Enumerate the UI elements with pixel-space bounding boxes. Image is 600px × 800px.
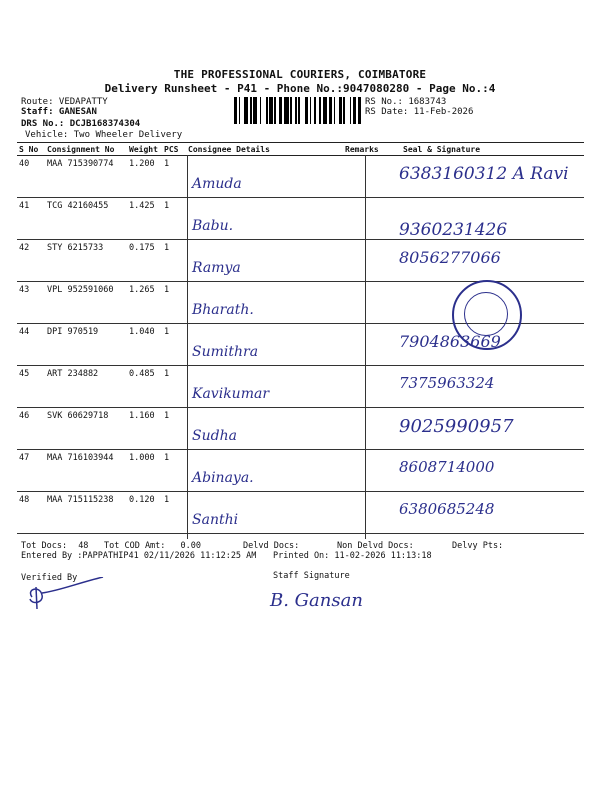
table-row	[17, 450, 584, 492]
row-seal-signature	[383, 366, 584, 408]
col-consignee: Consignee Details	[186, 143, 343, 156]
row-weight: 0.175	[127, 240, 162, 282]
row-consignee	[186, 156, 343, 198]
consignee-handwriting: Sumithra	[192, 344, 259, 360]
row-remarks	[343, 408, 383, 450]
row-weight: 1.000	[127, 450, 162, 492]
row-consignee	[186, 408, 343, 450]
courier-seal-stamp	[452, 280, 522, 350]
row-pcs: 1	[162, 156, 186, 198]
row-pcs: 1	[162, 240, 186, 282]
row-consignment: SVK 60629718	[45, 408, 127, 450]
col-seal: Seal & Signature	[383, 143, 584, 156]
recipient-signature-phone: 7375963324	[399, 374, 495, 392]
row-weight: 1.160	[127, 408, 162, 450]
table-header-row	[17, 143, 584, 156]
barcode	[234, 97, 363, 124]
consignee-handwriting: Amuda	[192, 176, 242, 192]
row-weight: 1.200	[127, 156, 162, 198]
consignee-handwriting: Sudha	[192, 428, 237, 444]
delvy-pts: Delvy Pts:	[452, 541, 504, 551]
row-pcs: 1	[162, 450, 186, 492]
recipient-signature-phone: 8608714000	[399, 458, 495, 476]
recipient-signature-phone: 7904863669	[399, 332, 501, 351]
row-consignment: MAA 716103944	[45, 450, 127, 492]
row-consignment: TCG 42160455	[45, 198, 127, 240]
recipient-signature-phone: 6383160312 A Ravi	[399, 164, 569, 184]
row-sno: 42	[17, 240, 45, 282]
table-row	[17, 492, 584, 534]
tot-docs-value: 48	[78, 541, 89, 551]
staff-label: Staff: GANESAN	[21, 107, 97, 117]
row-consignee	[186, 450, 343, 492]
row-weight: 1.265	[127, 282, 162, 324]
row-pcs: 1	[162, 198, 186, 240]
table-divider	[187, 155, 188, 539]
row-remarks	[343, 198, 383, 240]
row-pcs: 1	[162, 366, 186, 408]
row-weight: 1.040	[127, 324, 162, 366]
table-row	[17, 240, 584, 282]
row-weight: 0.485	[127, 366, 162, 408]
col-sno: S No	[17, 143, 45, 156]
recipient-signature-phone: 8056277066	[399, 248, 501, 267]
table-row	[17, 156, 584, 198]
drs-number: DRS No.: DCJB168374304	[21, 119, 141, 129]
printed-on: Printed On: 11-02-2026 11:13:18	[273, 551, 432, 561]
row-consignment: VPL 952591060	[45, 282, 127, 324]
company-title: THE PROFESSIONAL COURIERS, COIMBATORE	[173, 68, 427, 81]
row-remarks	[343, 282, 383, 324]
row-consignee	[186, 240, 343, 282]
row-sno: 41	[17, 198, 45, 240]
tot-cod-label: Tot COD Amt:	[104, 541, 166, 551]
col-consignment: Consignment No	[45, 143, 127, 156]
route-label: Route: VEDAPATTY	[21, 97, 108, 107]
row-remarks	[343, 156, 383, 198]
consignee-handwriting: Kavikumar	[192, 386, 270, 402]
row-consignee	[186, 282, 343, 324]
row-seal-signature	[383, 450, 584, 492]
table-divider	[365, 155, 366, 539]
row-consignment: MAA 715390774	[45, 156, 127, 198]
row-consignment: DPI 970519	[45, 324, 127, 366]
row-remarks	[343, 450, 383, 492]
consignee-handwriting: Santhi	[192, 512, 239, 528]
row-consignment: STY 6215733	[45, 240, 127, 282]
table-row	[17, 198, 584, 240]
row-consignee	[186, 324, 343, 366]
row-pcs: 1	[162, 324, 186, 366]
row-seal-signature	[383, 492, 584, 534]
row-weight: 1.425	[127, 198, 162, 240]
col-pcs: PCS	[162, 143, 186, 156]
row-weight: 0.120	[127, 492, 162, 534]
runsheet-title: Delivery Runsheet - P41 - Phone No.:9047080280 - Page No.:4	[104, 82, 496, 95]
row-consignee	[186, 366, 343, 408]
barcode-bar	[361, 97, 363, 124]
row-remarks	[343, 366, 383, 408]
staff-signature-label: Staff Signature	[273, 571, 350, 581]
row-sno: 48	[17, 492, 45, 534]
row-consignee	[186, 198, 343, 240]
consignee-handwriting: Bharath.	[192, 302, 254, 318]
recipient-signature-phone: 6380685248	[399, 500, 495, 518]
table-row	[17, 408, 584, 450]
non-delvd-docs: Non Delvd Docs:	[337, 541, 414, 551]
row-seal-signature	[383, 198, 584, 240]
consignee-handwriting: Ramya	[192, 260, 241, 276]
vehicle-label: Vehicle: Two Wheeler Delivery	[25, 130, 183, 140]
verified-by-label: Verified By	[21, 573, 78, 583]
rs-number: RS No.: 1683743	[365, 97, 447, 107]
verifier-signature	[18, 577, 108, 611]
table-row	[17, 366, 584, 408]
row-seal-signature	[383, 156, 584, 198]
delvd-docs: Delvd Docs:	[243, 541, 300, 551]
row-remarks	[343, 492, 383, 534]
row-seal-signature	[383, 408, 584, 450]
row-pcs: 1	[162, 408, 186, 450]
entered-by: Entered By :PAPPATHIP41 02/11/2026 11:12:25 AM	[21, 551, 257, 561]
consignee-handwriting: Abinaya.	[192, 470, 254, 486]
row-consignee	[186, 492, 343, 534]
tot-cod-value: 0.00	[180, 541, 202, 551]
row-seal-signature	[383, 240, 584, 282]
consignee-handwriting: Babu.	[192, 218, 234, 234]
row-sno: 44	[17, 324, 45, 366]
row-pcs: 1	[162, 492, 186, 534]
row-sno: 43	[17, 282, 45, 324]
row-remarks	[343, 240, 383, 282]
recipient-signature-phone: 9025990957	[399, 416, 514, 437]
recipient-signature-phone: 9360231426	[399, 220, 508, 240]
col-weight: Weight	[127, 143, 162, 156]
row-sno: 40	[17, 156, 45, 198]
rs-date: RS Date: 11-Feb-2026	[365, 107, 474, 117]
row-consignment: MAA 715115238	[45, 492, 127, 534]
col-remarks: Remarks	[343, 143, 383, 156]
tot-docs-label: Tot Docs:	[21, 541, 68, 551]
row-consignment: ART 234882	[45, 366, 127, 408]
row-sno: 46	[17, 408, 45, 450]
row-remarks	[343, 324, 383, 366]
row-pcs: 1	[162, 282, 186, 324]
staff-signature: B. Gansan	[270, 590, 363, 611]
row-sno: 47	[17, 450, 45, 492]
row-sno: 45	[17, 366, 45, 408]
